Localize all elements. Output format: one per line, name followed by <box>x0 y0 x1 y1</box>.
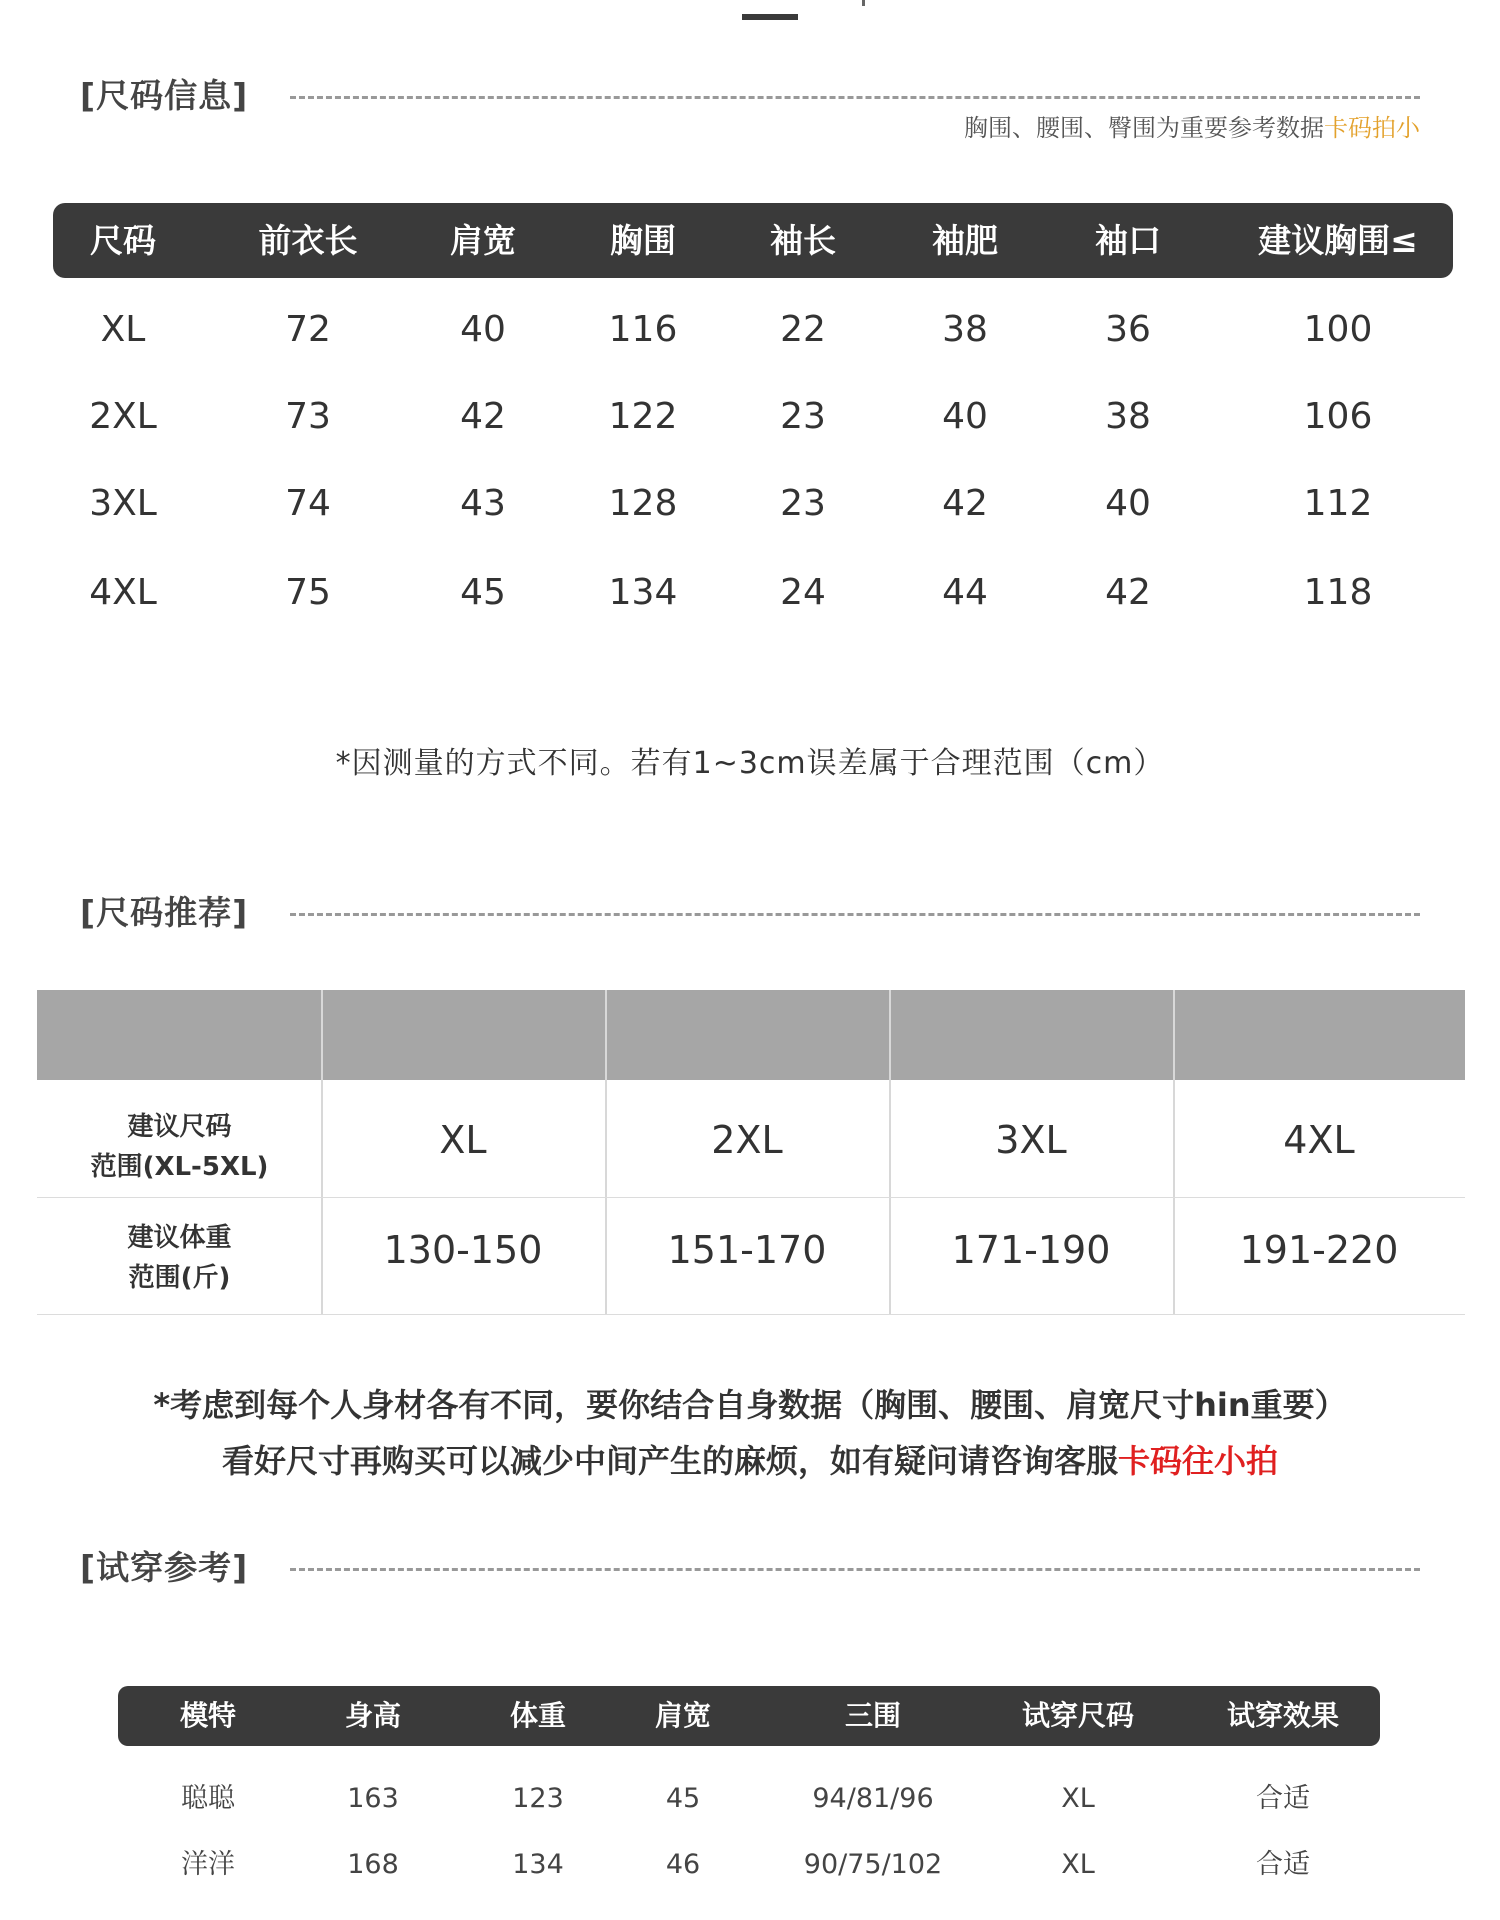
size-cell: 42 <box>1105 572 1151 613</box>
recommend-weight-label-line1: 建议体重 <box>127 1223 232 1253</box>
try-header-effect: 试穿效果 <box>1226 1699 1339 1732</box>
size-cell: 36 <box>1105 309 1151 350</box>
size-info-divider <box>290 96 1420 99</box>
try-on-table-header <box>118 1686 1380 1746</box>
size-cell: 118 <box>1303 572 1373 613</box>
try-cell: 90/75/102 <box>803 1849 943 1880</box>
size-cell: 45 <box>460 572 506 613</box>
size-cell: 74 <box>285 483 331 524</box>
size-cell: 22 <box>780 309 826 350</box>
size-recommend-title: [尺码推荐] <box>80 893 249 932</box>
size-info-note-highlight: 卡码拍小 <box>1324 114 1420 142</box>
size-cell: XL <box>100 309 146 350</box>
try-on-row <box>118 1835 1380 1895</box>
try-cell: XL <box>1061 1783 1095 1814</box>
size-recommend-section-header <box>80 883 1420 943</box>
try-header-weight: 体重 <box>509 1699 566 1732</box>
size-cell: 100 <box>1303 309 1373 350</box>
size-cell: 4XL <box>89 572 157 613</box>
recommend-size-value: 3XL <box>995 1118 1067 1162</box>
recommend-weight-value: 130-150 <box>383 1228 543 1272</box>
recommend-table-bottom-border <box>37 1314 1465 1315</box>
recommend-weight-label-line2: 范围(斤) <box>128 1263 231 1293</box>
recommend-size-label-line1: 建议尺码 <box>127 1112 232 1142</box>
top-decoration-bar <box>742 14 798 20</box>
recommend-size-label <box>37 1107 322 1187</box>
size-table-row <box>53 558 1453 628</box>
size-header-suggested-chest: 建议胸围≤ <box>1258 221 1418 260</box>
size-header-sleeve-width: 袖肥 <box>932 221 998 260</box>
recommend-table-row-divider <box>37 1197 1465 1198</box>
recommend-size-label-line2: 范围(XL-5XL) <box>90 1152 269 1182</box>
size-info-title: [尺码信息] <box>80 76 249 115</box>
recommend-weight-label <box>37 1218 322 1298</box>
size-cell: 75 <box>285 572 331 613</box>
size-cell: 3XL <box>89 483 157 524</box>
size-cell: 43 <box>460 483 506 524</box>
size-cell: 72 <box>285 309 331 350</box>
try-cell: 45 <box>665 1783 701 1814</box>
size-cell: 40 <box>942 396 988 437</box>
size-header-shoulder: 肩宽 <box>450 221 516 260</box>
size-cell: 128 <box>608 483 678 524</box>
size-cell: 44 <box>942 572 988 613</box>
try-on-section-header <box>80 1538 1420 1598</box>
size-cell: 122 <box>608 396 678 437</box>
size-cell: 23 <box>780 396 826 437</box>
recommend-weight-value: 191-220 <box>1239 1228 1399 1272</box>
size-cell: 106 <box>1303 396 1373 437</box>
size-header-cuff: 袖口 <box>1095 221 1161 260</box>
try-header-height: 身高 <box>344 1699 401 1732</box>
size-header-size: 尺码 <box>90 221 156 260</box>
size-cell: 2XL <box>89 396 157 437</box>
try-cell: 合适 <box>1256 1783 1310 1814</box>
size-cell: 23 <box>780 483 826 524</box>
size-info-note-main: 胸围、腰围、臀围为重要参考数据 <box>964 114 1324 142</box>
try-cell: 163 <box>347 1783 399 1814</box>
fit-tip-line2-main: 看好尺寸再购买可以减少中间产生的麻烦，如有疑问请咨询客服 <box>221 1442 1118 1480</box>
size-cell: 116 <box>608 309 678 350</box>
try-cell: 聪聪 <box>181 1783 235 1814</box>
try-cell: 合适 <box>1256 1849 1310 1880</box>
fit-tip-line2 <box>0 1436 1500 1482</box>
recommend-weight-value: 151-170 <box>667 1228 827 1272</box>
try-cell: 123 <box>512 1783 564 1814</box>
fit-tip-line1: *考虑到每个人身材各有不同，要你结合自身数据（胸围、腰围、肩宽尺寸hin重要） <box>153 1386 1347 1424</box>
size-recommend-divider <box>290 913 1420 916</box>
size-cell: 42 <box>460 396 506 437</box>
size-cell: 134 <box>608 572 678 613</box>
recommend-weight-value: 171-190 <box>951 1228 1111 1272</box>
size-cell: 40 <box>1105 483 1151 524</box>
size-table-row <box>53 469 1453 539</box>
size-cell: 24 <box>780 572 826 613</box>
size-cell: 73 <box>285 396 331 437</box>
try-header-size: 试穿尺码 <box>1021 1699 1134 1732</box>
size-table-row <box>53 382 1453 452</box>
size-cell: 38 <box>942 309 988 350</box>
size-info-note <box>964 108 1420 143</box>
try-header-measurements: 三围 <box>844 1699 901 1732</box>
size-cell: 38 <box>1105 396 1151 437</box>
recommend-size-value: 4XL <box>1283 1118 1355 1162</box>
size-header-chest: 胸围 <box>610 221 676 260</box>
try-header-shoulder: 肩宽 <box>654 1699 711 1732</box>
size-header-length: 前衣长 <box>258 221 358 260</box>
recommend-table-header-band <box>37 990 1465 1080</box>
try-cell: 46 <box>665 1849 701 1880</box>
recommend-size-value: 2XL <box>711 1118 783 1162</box>
try-on-title: [试穿参考] <box>80 1548 249 1587</box>
size-cell: 112 <box>1303 483 1373 524</box>
try-on-row <box>118 1769 1380 1829</box>
try-header-model: 模特 <box>179 1699 236 1732</box>
size-info-footnote: *因测量的方式不同。若有1~3cm误差属于合理范围（cm） <box>335 746 1165 781</box>
try-cell: XL <box>1061 1849 1095 1880</box>
try-cell: 168 <box>347 1849 399 1880</box>
try-cell: 洋洋 <box>181 1849 235 1880</box>
fit-tip-line2-highlight: 卡码往小拍 <box>1118 1442 1279 1480</box>
try-on-divider <box>290 1568 1420 1571</box>
size-table-header <box>53 203 1453 278</box>
try-cell: 94/81/96 <box>812 1783 934 1814</box>
size-header-sleeve-length: 袖长 <box>770 221 836 260</box>
size-cell: 40 <box>460 309 506 350</box>
size-cell: 42 <box>942 483 988 524</box>
recommend-size-value: XL <box>439 1118 487 1162</box>
try-cell: 134 <box>512 1849 564 1880</box>
top-decoration-tick <box>862 0 865 6</box>
size-table-row <box>53 295 1453 365</box>
size-recommend-table <box>37 990 1465 1315</box>
